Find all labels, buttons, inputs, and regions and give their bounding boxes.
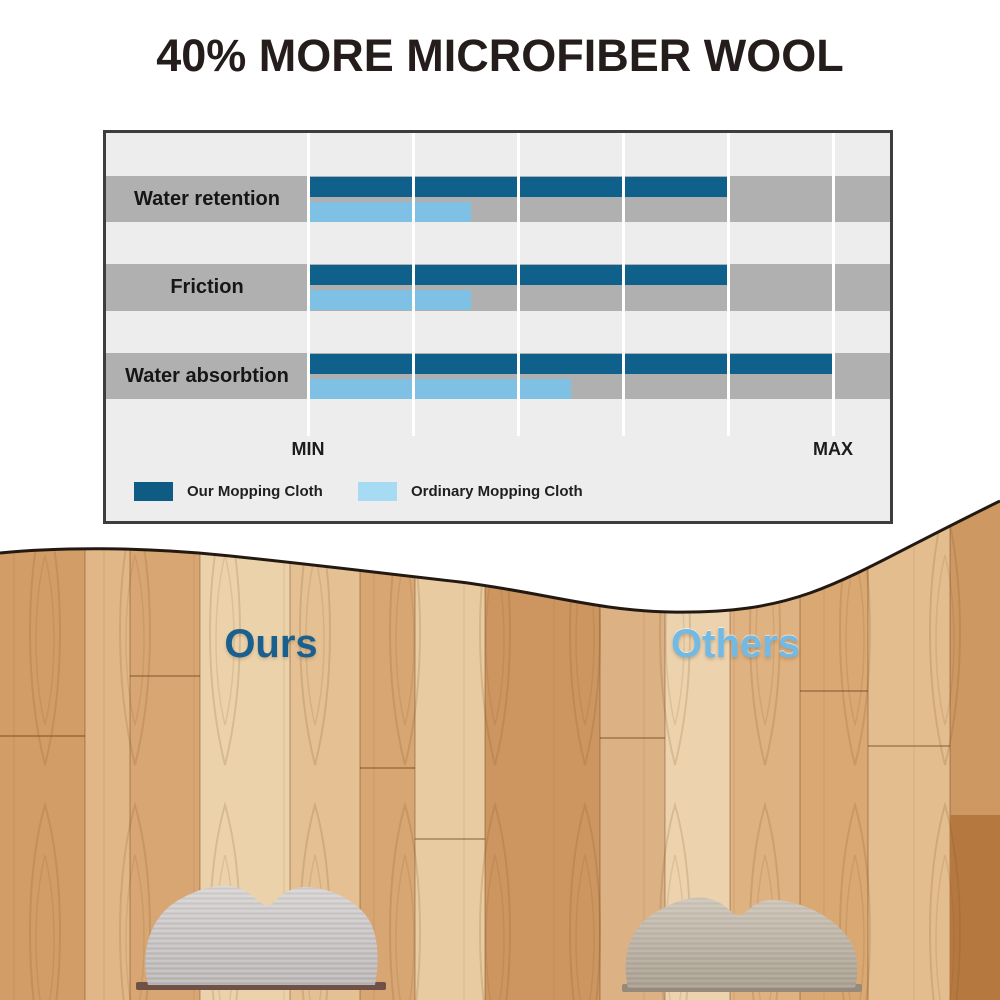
wood-floor-section	[0, 495, 1000, 1000]
gridline	[832, 133, 835, 436]
legend-label: Our Mopping Cloth	[187, 482, 323, 500]
legend-swatch-light-blue	[358, 482, 397, 501]
chart-band-row	[106, 353, 890, 399]
bar-ordinary-mopping-cloth	[308, 290, 471, 310]
bar-group	[308, 264, 833, 311]
page-title: 40% MORE MICROFIBER WOOL	[156, 30, 844, 81]
category-label: Friction	[170, 276, 244, 298]
chart-legend	[106, 479, 890, 507]
legend-swatch-dark-blue	[134, 482, 173, 501]
chart-band-row	[106, 176, 890, 222]
comparison-chart-panel	[103, 130, 893, 524]
gridline	[622, 133, 625, 436]
ours-label: Ours	[224, 622, 318, 666]
bar-group	[308, 176, 833, 222]
axis-label-max: MAX	[813, 439, 853, 459]
gridline	[307, 133, 310, 436]
axis-label-min: MIN	[291, 439, 325, 459]
legend-item	[134, 479, 323, 503]
gridline	[517, 133, 520, 436]
legend-label: Ordinary Mopping Cloth	[411, 482, 583, 500]
category-label: Water absorbtion	[125, 364, 289, 387]
category-label: Water retention	[134, 187, 280, 210]
wood-grain-overlay	[0, 495, 1000, 1000]
legend-item	[358, 479, 583, 503]
bar-group	[308, 353, 833, 399]
bar-our-mopping-cloth	[308, 354, 833, 374]
gridline	[412, 133, 415, 436]
chart-band-row	[106, 264, 890, 311]
others-label: Others	[671, 622, 800, 666]
bar-ordinary-mopping-cloth	[308, 379, 571, 399]
wood-floor-svg	[0, 495, 1000, 1000]
bar-ordinary-mopping-cloth	[308, 202, 471, 222]
gridline	[727, 133, 730, 436]
